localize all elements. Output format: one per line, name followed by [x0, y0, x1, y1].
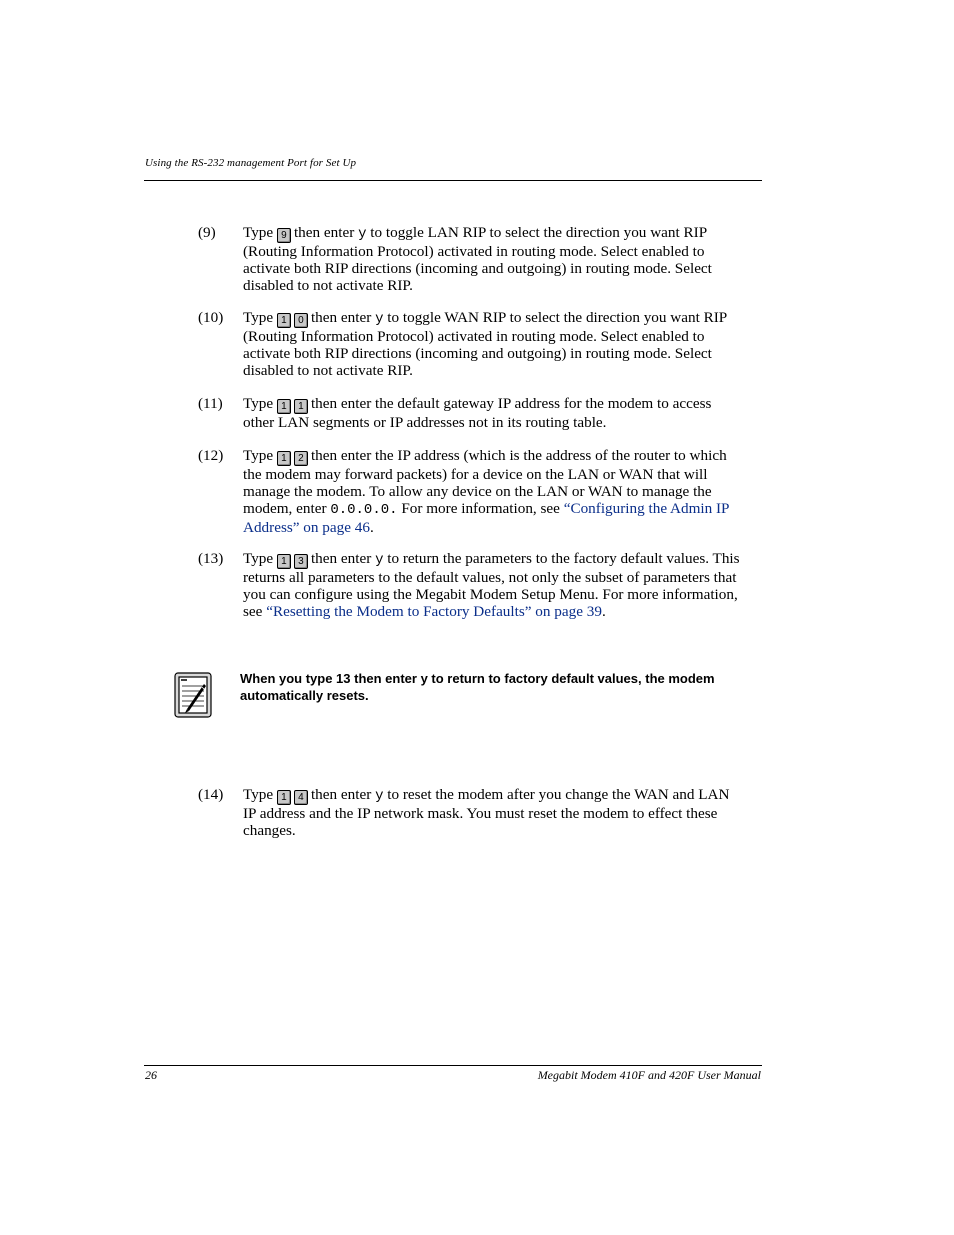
code-y: y: [375, 311, 384, 327]
key-2: 2: [294, 451, 308, 466]
footer-rule: [144, 1065, 762, 1066]
key-1: 1: [277, 790, 291, 805]
step-number: (12): [198, 447, 224, 464]
step-body: Type 9 then enter y to toggle LAN RIP to select the direction you want RIP (Routing Information Protocol) activated in routing mode. Select enabled to activate both RIP directions (incoming and outgoing) in routing mode. Select disabled to not activate RIP.: [243, 224, 712, 294]
step-body: Type 1 4 then enter y to reset the modem after you change the WAN and LAN IP address and the IP network mask. You must reset the modem to effect these changes.: [243, 786, 730, 839]
key-0: 0: [294, 313, 308, 328]
running-header: Using the RS-232 management Port for Set Up: [145, 157, 357, 169]
step-number: (10): [198, 309, 224, 326]
key-4: 4: [294, 790, 308, 805]
key-3: 3: [294, 554, 308, 569]
step-body: Type 1 0 then enter y to toggle WAN RIP to select the direction you want RIP (Routing Information Protocol) activated in routing mode. Select enabled to activate both RIP directions (incoming and outgoing) in routing mode. Select disabled to not activate RIP.: [243, 309, 727, 379]
link-configuring-admin-ip[interactable]: “Configuring the Admin IP Address” on page 46: [243, 500, 729, 536]
code-y: y: [358, 226, 367, 242]
step-body: Type 1 3 then enter y to return the parameters to the factory default values. This returns all parameters to the default values, not only the subset of parameters that you can configure using the Megabit Modem Setup Menu. For more information, see “Resetting the Modem to Factory Defaults” on page 39.: [243, 550, 740, 620]
code-y: y: [375, 788, 384, 804]
code-ip-address: 0.0.0.0.: [330, 502, 398, 518]
step-number: (9): [198, 224, 216, 241]
page-number: 26: [145, 1068, 157, 1082]
key-1: 1: [277, 451, 291, 466]
header-rule: [144, 180, 762, 181]
step-number: (13): [198, 550, 224, 567]
key-9: 9: [277, 228, 291, 243]
key-1: 1: [294, 399, 308, 414]
step-body: Type 1 1 then enter the default gateway IP address for the modem to access other LAN segments or IP addresses not in its routing table.: [243, 395, 712, 431]
note-pad-pencil-icon: [174, 672, 212, 718]
manual-title: Megabit Modem 410F and 420F User Manual: [537, 1068, 761, 1082]
link-resetting-factory-defaults[interactable]: “Resetting the Modem to Factory Defaults” on page 39: [266, 603, 602, 620]
key-1: 1: [277, 313, 291, 328]
step-number: (14): [198, 786, 224, 803]
code-y: y: [375, 552, 384, 568]
step-number: (11): [198, 395, 223, 412]
note-text: When you type 13 then enter y to return to factory default values, the modem automatically resets.: [240, 671, 715, 703]
step-body: Type 1 2 then enter the IP address (which is the address of the router to which the modem may forward packets) for a device on the LAN or WAN that will manage the modem. To allow any device on the LAN or WAN to manage the modem, enter 0.0.0.0. For more information, see “Configuring the Admin IP Address” on page 46.: [243, 447, 729, 536]
key-1: 1: [277, 554, 291, 569]
key-1: 1: [277, 399, 291, 414]
